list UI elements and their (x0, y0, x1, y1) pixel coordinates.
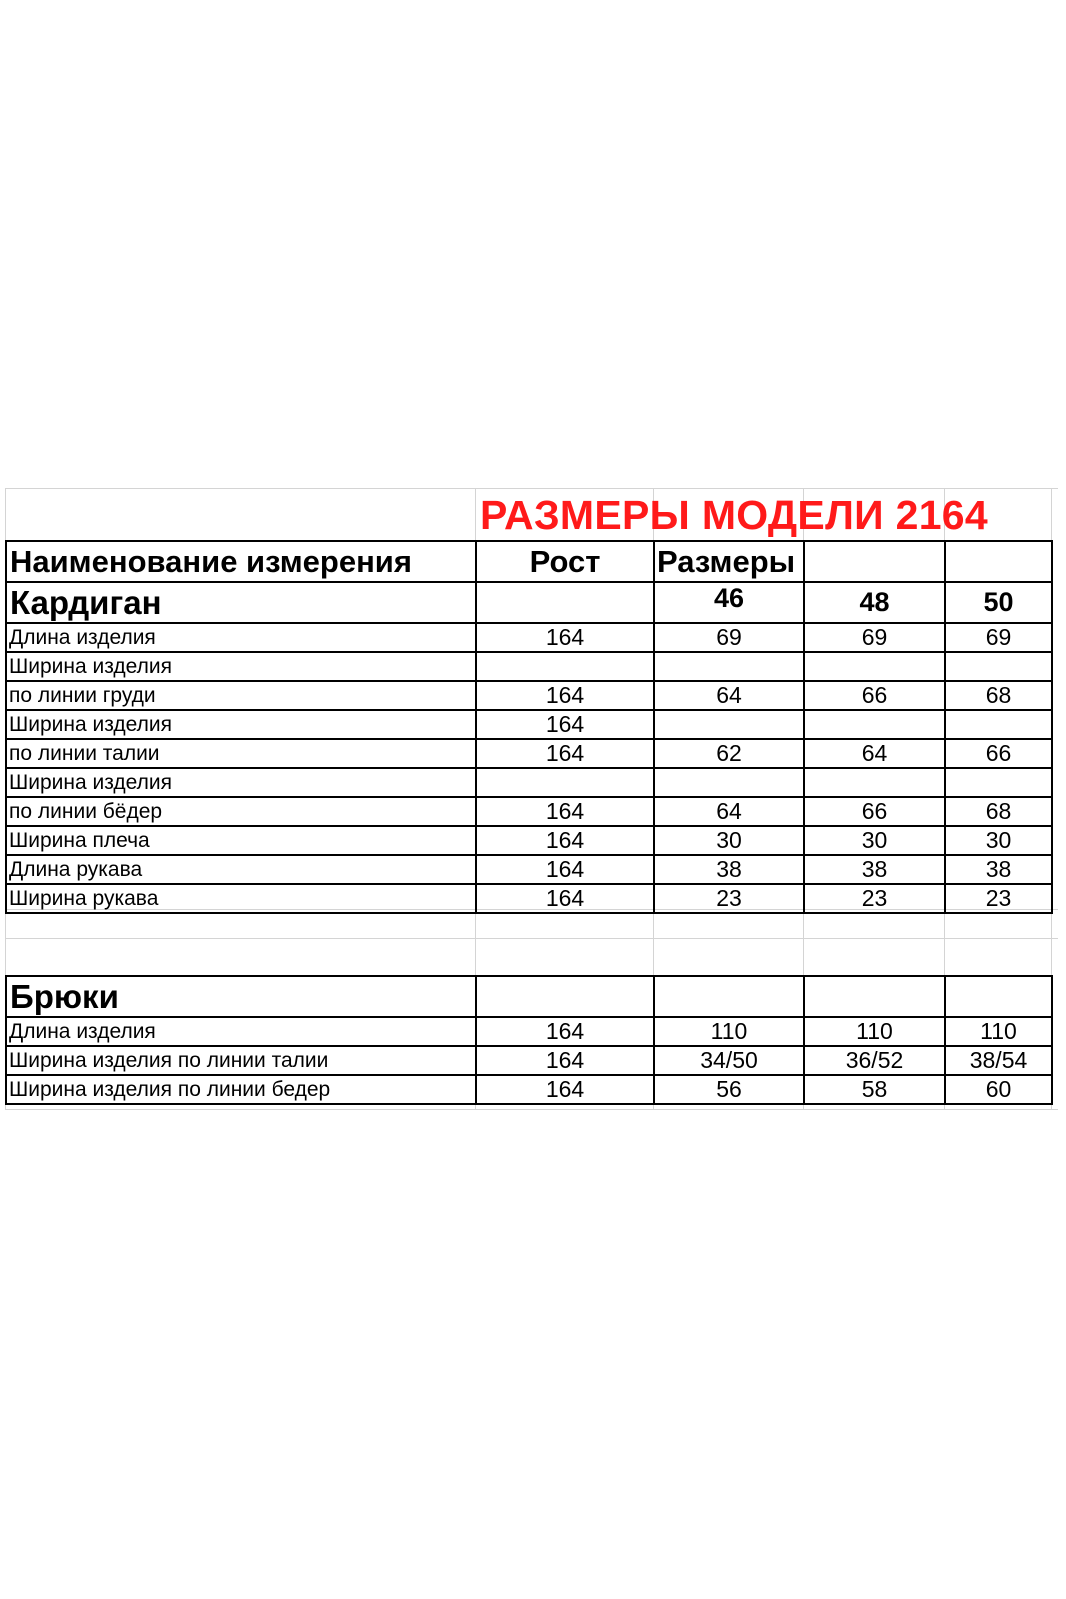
size-value: 64 (654, 681, 804, 710)
measurement-label: Ширина плеча (6, 826, 476, 855)
size-value: 38 (804, 855, 945, 884)
height-value: 164 (476, 739, 654, 768)
size-value: 62 (654, 739, 804, 768)
size-value (945, 710, 1052, 739)
size-value: 66 (804, 797, 945, 826)
height-value: 164 (476, 681, 654, 710)
height-value: 164 (476, 855, 654, 884)
size-value (654, 652, 804, 681)
grid-line (5, 938, 1058, 939)
size-value (654, 768, 804, 797)
size-value (804, 710, 945, 739)
size-value: 60 (945, 1075, 1052, 1104)
page-title: РАЗМЕРЫ МОДЕЛИ 2164 (480, 492, 989, 538)
height-value: 164 (476, 797, 654, 826)
table-row (6, 826, 1052, 855)
table-row (6, 739, 1052, 768)
height-value: 164 (476, 884, 654, 913)
size-value: 23 (804, 884, 945, 913)
measurement-label: Ширина изделия (6, 768, 476, 797)
table-row (6, 652, 1052, 681)
size-value: 36/52 (804, 1046, 945, 1075)
height-value (476, 768, 654, 797)
size-value: 66 (945, 739, 1052, 768)
section-row-cardigan (6, 582, 1052, 623)
empty-cell (476, 582, 654, 623)
size-chart-sheet (5, 488, 1058, 1110)
empty-cell (476, 976, 654, 1017)
table-row (6, 681, 1052, 710)
size-value: 69 (654, 623, 804, 652)
size-value (945, 768, 1052, 797)
size-value: 68 (945, 797, 1052, 826)
size-value (945, 652, 1052, 681)
measurement-label: Длина изделия (6, 1017, 476, 1046)
size-value (654, 710, 804, 739)
measurement-label: по линии талии (6, 739, 476, 768)
size-value: 23 (654, 884, 804, 913)
table-row (6, 884, 1052, 913)
empty-cell (804, 976, 945, 1017)
trousers-size-table (5, 975, 1053, 1105)
size-value: 34/50 (654, 1046, 804, 1075)
measurement-label: Ширина изделия (6, 652, 476, 681)
size-value: 69 (945, 623, 1052, 652)
size-value: 69 (804, 623, 945, 652)
height-value: 164 (476, 710, 654, 739)
height-value: 164 (476, 826, 654, 855)
header-measurement: Наименование измерения (6, 541, 476, 582)
size-value: 30 (945, 826, 1052, 855)
size-value: 110 (654, 1017, 804, 1046)
header-empty-cell (804, 541, 945, 582)
size-value (804, 652, 945, 681)
section-title-trousers: Брюки (6, 976, 476, 1017)
table-row (6, 623, 1052, 652)
size-value: 58 (804, 1075, 945, 1104)
size-value: 23 (945, 884, 1052, 913)
size-value: 68 (945, 681, 1052, 710)
measurement-label: по линии бёдер (6, 797, 476, 826)
size-value: 38 (654, 855, 804, 884)
size-value: 30 (654, 826, 804, 855)
size-label: 46 (654, 582, 804, 623)
size-value: 30 (804, 826, 945, 855)
measurement-label: Ширина изделия (6, 710, 476, 739)
grid-line (5, 1109, 1058, 1110)
size-value (804, 768, 945, 797)
size-value: 64 (654, 797, 804, 826)
height-value: 164 (476, 1046, 654, 1075)
size-value: 64 (804, 739, 945, 768)
table-row (6, 710, 1052, 739)
table-row (6, 1046, 1052, 1075)
height-value: 164 (476, 623, 654, 652)
height-value: 164 (476, 1075, 654, 1104)
table-row (6, 1075, 1052, 1104)
header-empty-cell (945, 541, 1052, 582)
measurement-label: Длина изделия (6, 623, 476, 652)
header-sizes: Размеры (654, 541, 804, 582)
size-label: 48 (804, 582, 945, 623)
empty-cell (945, 976, 1052, 1017)
grid-line (5, 488, 1058, 489)
height-value: 164 (476, 1017, 654, 1046)
measurement-label: Ширина изделия по линии талии (6, 1046, 476, 1075)
empty-cell (654, 976, 804, 1017)
measurement-label: Ширина рукава (6, 884, 476, 913)
table-row (6, 768, 1052, 797)
size-label: 50 (945, 582, 1052, 623)
header-row (6, 541, 1052, 582)
measurement-label: Ширина изделия по линии бедер (6, 1075, 476, 1104)
table-row (6, 855, 1052, 884)
size-value: 110 (804, 1017, 945, 1046)
size-value: 38/54 (945, 1046, 1052, 1075)
section-title-cardigan: Кардиган (6, 582, 476, 623)
measurement-label: по линии груди (6, 681, 476, 710)
header-height: Рост (476, 541, 654, 582)
table-row (6, 1017, 1052, 1046)
size-value: 56 (654, 1075, 804, 1104)
section-row-trousers (6, 976, 1052, 1017)
measurement-label: Длина рукава (6, 855, 476, 884)
height-value (476, 652, 654, 681)
size-value: 66 (804, 681, 945, 710)
size-value: 110 (945, 1017, 1052, 1046)
table-row (6, 797, 1052, 826)
cardigan-size-table (5, 540, 1053, 914)
size-value: 38 (945, 855, 1052, 884)
